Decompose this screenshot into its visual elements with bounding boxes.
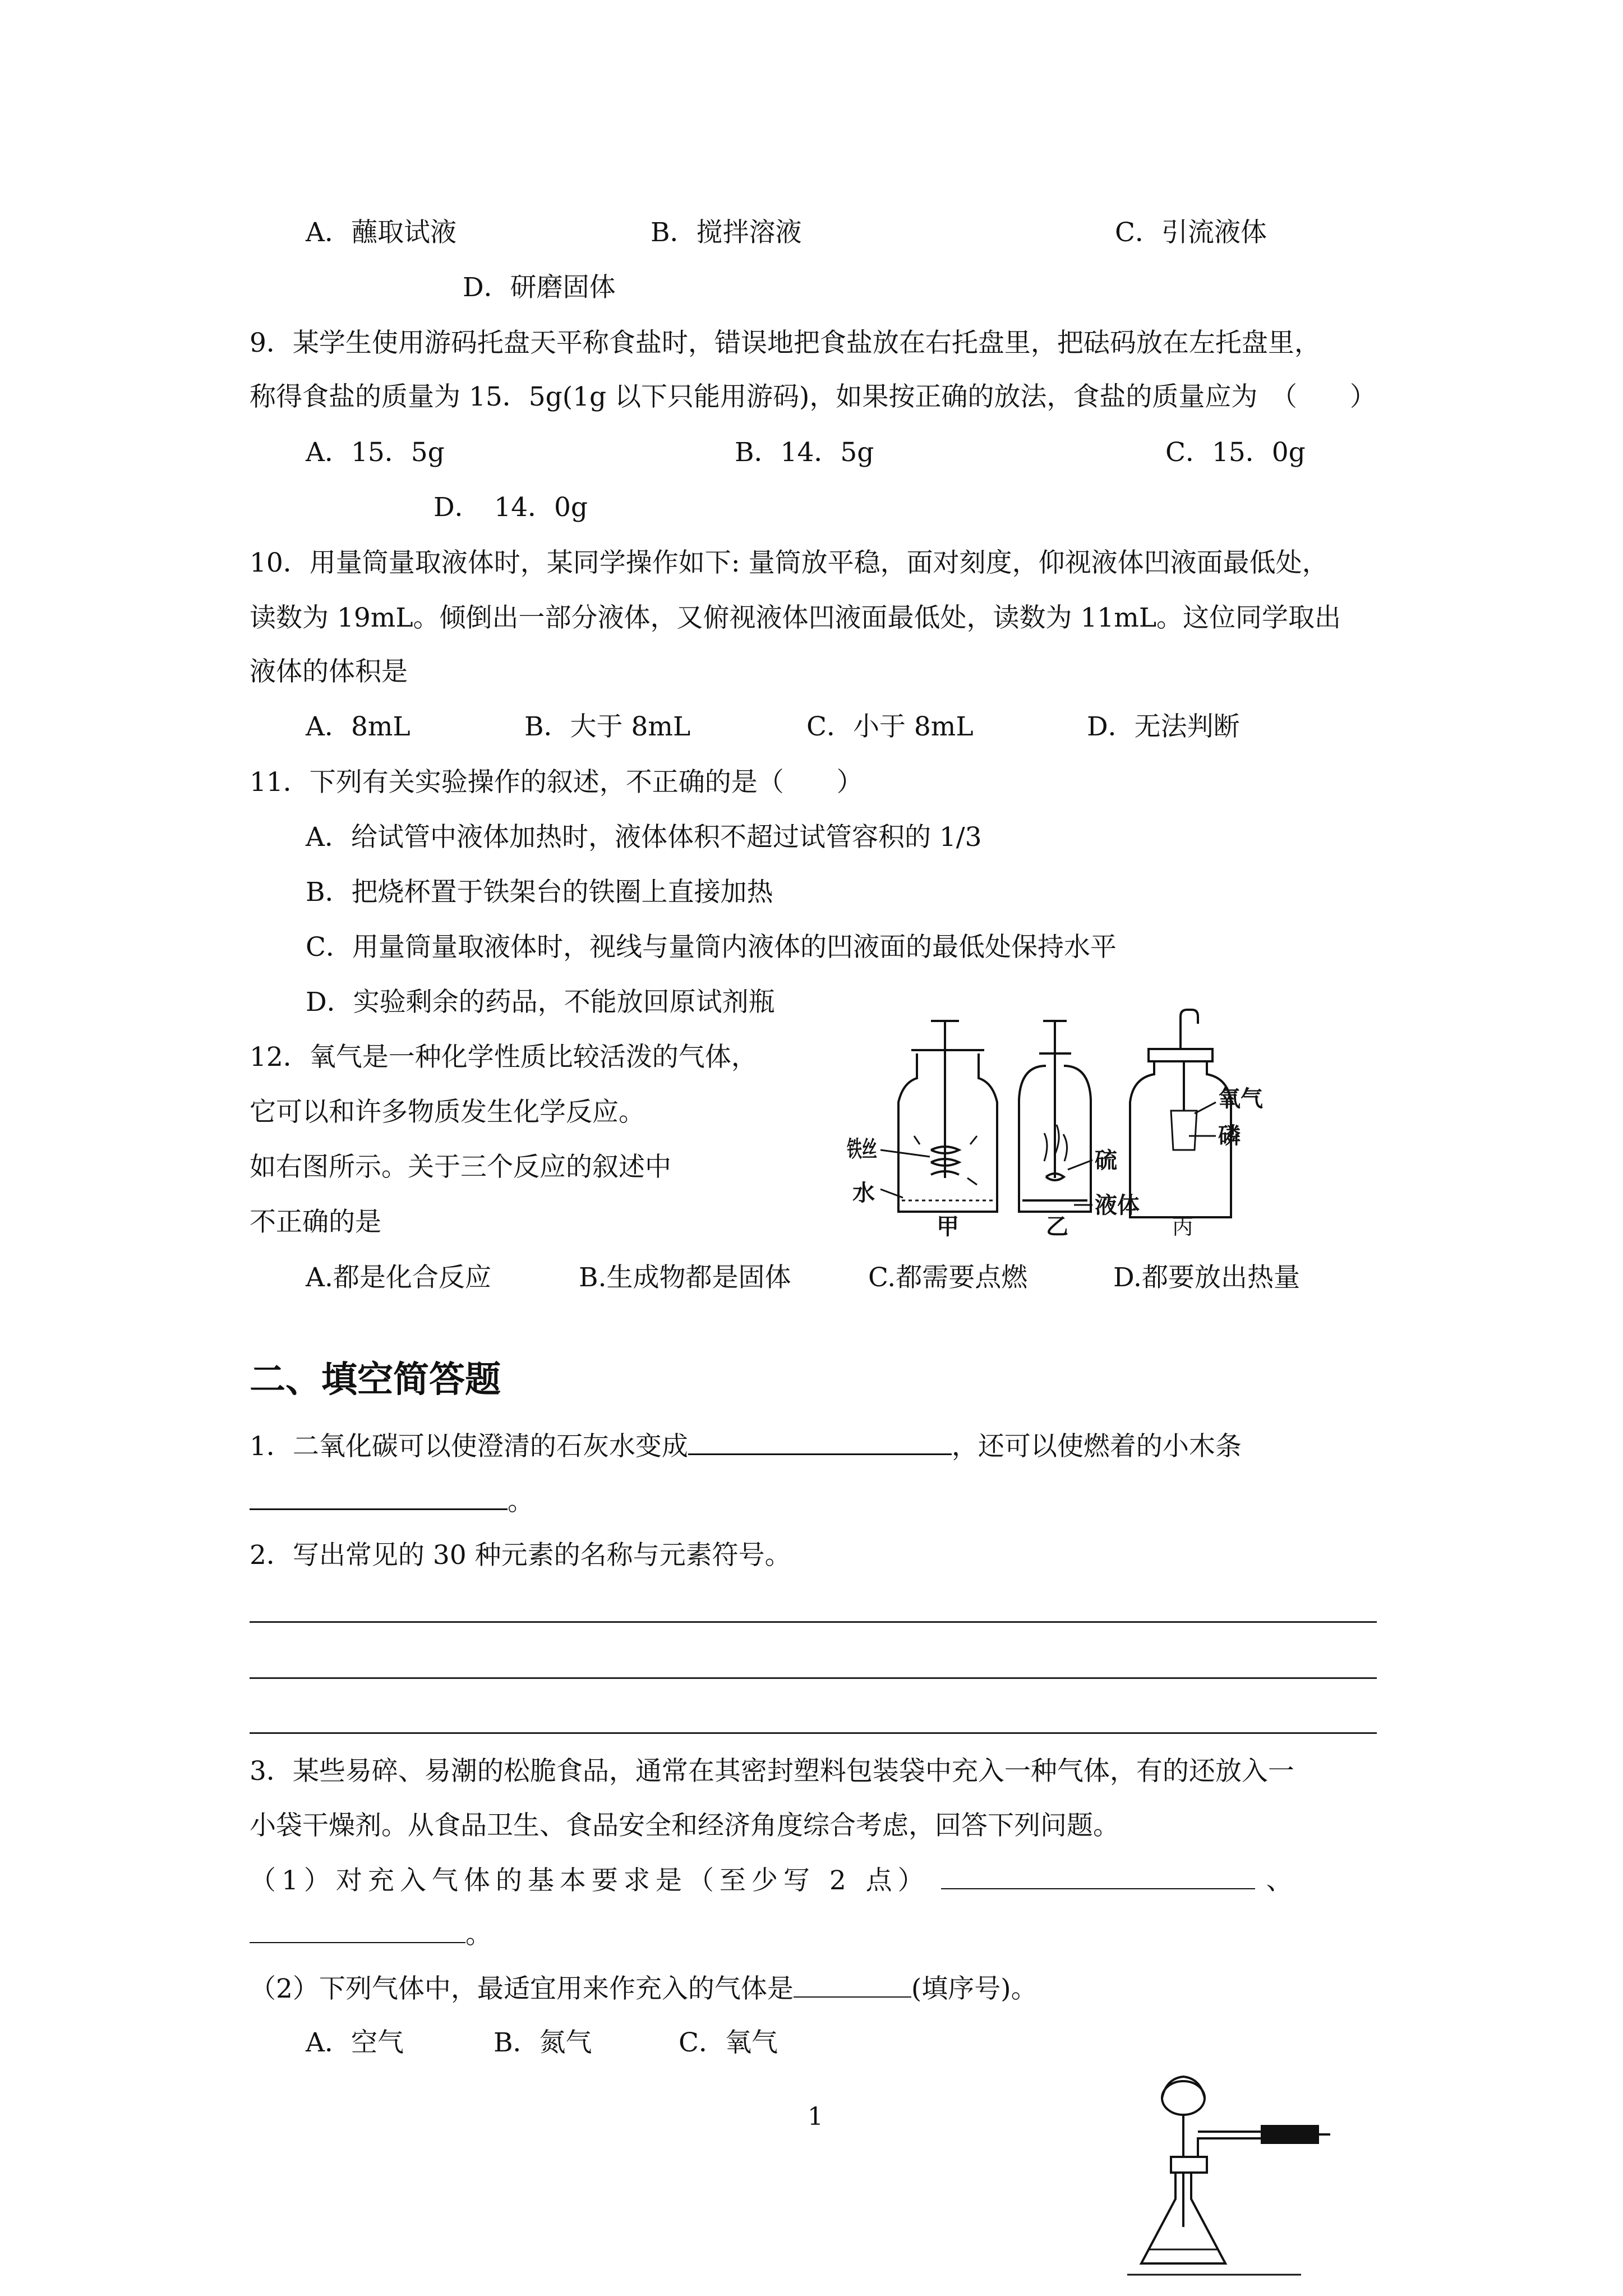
label-liu: 硫 xyxy=(1095,1148,1117,1174)
q8-option-c: C．引流液体 xyxy=(1115,217,1267,248)
s2-q3-2 xyxy=(250,1972,1038,2006)
q12-stem-line2: 它可以和许多物质发生化学反应。 xyxy=(250,1097,645,1128)
s2-q3-1-sep: 、 xyxy=(1266,1865,1293,1896)
q8-option-d: D．研磨固体 xyxy=(463,272,616,303)
s2-q3-1-text: （1）对充入气体的基本要求是（至少写 2 点） xyxy=(250,1865,930,1896)
q11-option-c: C．用量筒量取液体时，视线与量筒内液体的凹液面的最低处保持水平 xyxy=(306,932,1117,963)
s2-q2-answer-line-1[interactable] xyxy=(250,1621,1377,1623)
q12-stem-line1: 12．氧气是一种化学性质比较活泼的气体， xyxy=(250,1042,758,1073)
q8-option-a: A．蘸取试液 xyxy=(306,217,457,248)
s2-q3-1-line2 xyxy=(250,1917,492,1952)
label-bing: 丙 xyxy=(1172,1214,1194,1239)
s2-q3-option-b: B．氮气 xyxy=(494,2027,592,2058)
q12-option-b: B.生成物都是固体 xyxy=(579,1262,791,1293)
s2-q3-2-blank[interactable] xyxy=(794,1972,911,1998)
section-title: 二、填空简答题 xyxy=(250,1359,501,1401)
s2-q2: 2．写出常见的 30 种元素的名称与元素符号。 xyxy=(250,1540,791,1571)
q12-option-d: D.都要放出热量 xyxy=(1113,1262,1300,1293)
q9-option-c: C．15．0g xyxy=(1165,437,1306,468)
q12-option-c: C.都需要点燃 xyxy=(868,1262,1028,1293)
s2-q2-answer-line-3[interactable] xyxy=(250,1732,1377,1734)
s2-q1-line2 xyxy=(250,1484,534,1519)
s2-q3-2-text-b: (填序号)。 xyxy=(911,1973,1038,2004)
label-ye-ti: 液体 xyxy=(1095,1193,1140,1218)
q10-stem-line3: 液体的体积是 xyxy=(250,656,408,687)
q12-stem-line3: 如右图所示。关于三个反应的叙述中 xyxy=(250,1152,671,1182)
q10-option-b: B．大于 8mL xyxy=(524,711,691,742)
q10-option-c: C．小于 8mL xyxy=(806,711,974,742)
s2-q1-line1 xyxy=(250,1429,1242,1464)
s2-q1-end: 。 xyxy=(508,1486,534,1517)
q11-stem: 11．下列有关实验操作的叙述，不正确的是（ ） xyxy=(250,767,863,798)
s2-q3-option-c: C．氧气 xyxy=(679,2027,778,2058)
s2-q3-1-blank-2[interactable] xyxy=(250,1917,465,1943)
q11-option-b: B．把烧杯置于铁架台的铁圈上直接加热 xyxy=(306,877,773,908)
s2-q1-blank-2[interactable] xyxy=(250,1484,508,1510)
q10-stem-line2: 读数为 19mL。倾倒出一部分液体，又俯视液体凹液面最低处，读数为 11mL。这位同学取出 xyxy=(250,602,1341,633)
q11-option-a: A．给试管中液体加热时，液体体积不超过试管容积的 1/3 xyxy=(306,822,982,853)
q9-option-b: B．14．5g xyxy=(735,437,874,468)
s2-q3-option-a: A．空气 xyxy=(306,2027,404,2058)
s2-q3-1-line1 xyxy=(250,1864,1293,1898)
s2-q3-line1: 3．某些易碎、易潮的松脆食品，通常在其密封塑料包装袋中充入一种气体，有的还放入一 xyxy=(250,1756,1294,1787)
jar-yi xyxy=(1019,1021,1092,1212)
s2-q3-2-text-a: （2）下列气体中，最适宜用来作充入的气体是 xyxy=(250,1973,794,2004)
oxygen-reaction-figure xyxy=(846,1010,1279,1245)
q9-stem-line1: 9．某学生使用游码托盘天平称食盐时，错误地把食盐放在右托盘里，把砝码放在左托盘里， xyxy=(250,328,1321,358)
s2-q3-1-end: 。 xyxy=(465,1919,492,1950)
label-tie-si: 铁丝 xyxy=(846,1137,877,1162)
q9-option-a: A．15．5g xyxy=(306,437,445,468)
label-yi: 乙 xyxy=(1046,1214,1068,1240)
q12-option-a: A.都是化合反应 xyxy=(306,1262,491,1293)
q9-option-d: D． 14．0g xyxy=(434,492,588,523)
s2-q3-1-blank-1[interactable] xyxy=(941,1864,1255,1889)
q11-option-d: D．实验剩余的药品，不能放回原试剂瓶 xyxy=(306,987,775,1018)
jar-bing xyxy=(1130,1010,1231,1217)
label-lin: 磷 xyxy=(1218,1123,1241,1149)
q10-stem-line1: 10．用量筒量取液体时，某同学操作如下: 量筒放平稳，面对刻度，仰视液体凹液面最低处， xyxy=(250,547,1329,578)
page-number: 1 xyxy=(808,2102,823,2131)
s2-q1-text-b: ，还可以使燃着的小木条 xyxy=(951,1431,1242,1462)
q10-option-a: A．8mL xyxy=(306,711,411,742)
q12-stem-line4: 不正确的是 xyxy=(250,1207,381,1237)
label-jia: 甲 xyxy=(937,1214,959,1240)
s2-q2-answer-line-2[interactable] xyxy=(250,1677,1377,1679)
label-shui: 水 xyxy=(852,1180,875,1206)
q8-option-b: B．搅拌溶液 xyxy=(651,217,802,248)
q10-option-d: D．无法判断 xyxy=(1087,711,1240,742)
s2-q3-line2: 小袋干燥剂。从食品卫生、食品安全和经济角度综合考虑，回答下列问题。 xyxy=(250,1810,1119,1841)
q9-stem-line2: 称得食盐的质量为 15．5g(1g 以下只能用游码)，如果按正确的放法，食盐的质量应为 （ ） xyxy=(250,381,1376,412)
flask-apparatus-figure xyxy=(1127,2070,1352,2283)
s2-q1-text-a: 1．二氧化碳可以使澄清的石灰水变成 xyxy=(250,1431,688,1462)
s2-q1-blank-1[interactable] xyxy=(688,1429,952,1455)
label-yang-qi: 氧气 xyxy=(1218,1086,1263,1112)
jar-jia xyxy=(880,1021,997,1212)
